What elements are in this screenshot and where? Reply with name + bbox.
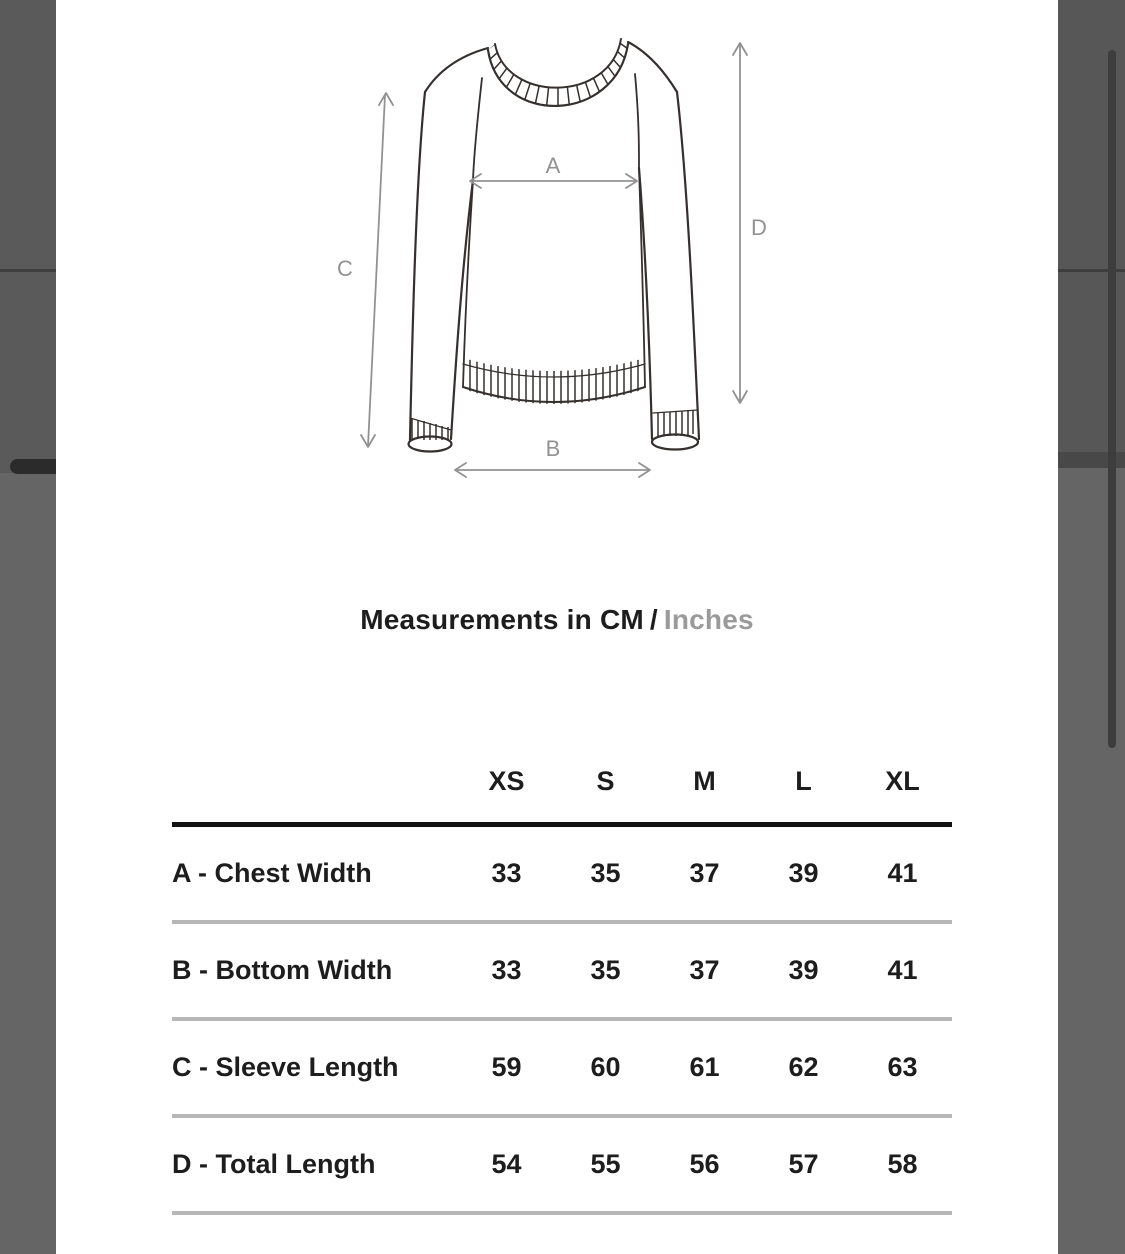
- row-label: B - Bottom Width: [172, 955, 393, 985]
- measure-arrow-c: [361, 93, 393, 447]
- size-column-header: XL: [885, 765, 920, 796]
- cell-value: 59: [491, 1052, 522, 1082]
- cell-value: 41: [887, 955, 918, 985]
- size-table: [172, 740, 952, 1215]
- cell-value: 37: [689, 858, 720, 888]
- background-dark-bar: [10, 459, 56, 474]
- unit-option-inches[interactable]: Inches: [663, 604, 754, 635]
- measurement-unit-title: [56, 604, 1058, 636]
- unit-title-prefix: Measurements in: [360, 604, 592, 635]
- table-row: [172, 1118, 952, 1215]
- size-table-header-row: [172, 740, 952, 827]
- background-overlay-right: [1058, 0, 1125, 1254]
- background-lower-section: [0, 473, 56, 1254]
- cell-value: 37: [689, 955, 720, 985]
- cell-value: 55: [590, 1149, 621, 1179]
- cell-value: 35: [590, 858, 621, 888]
- measure-label-b: B: [545, 436, 561, 461]
- cell-value: 39: [788, 955, 819, 985]
- cell-value: 56: [689, 1149, 720, 1179]
- row-label: D - Total Length: [172, 1149, 376, 1179]
- row-label: A - Chest Width: [172, 858, 372, 888]
- hem-rib-ticks: [470, 354, 638, 422]
- cell-value: 60: [590, 1052, 621, 1082]
- measure-label-c: C: [337, 256, 353, 281]
- measure-arrow-b: [455, 463, 650, 477]
- size-column-header: S: [596, 765, 615, 796]
- measure-label-a: A: [545, 153, 561, 178]
- row-label: C - Sleeve Length: [172, 1052, 399, 1082]
- table-row: [172, 924, 952, 1021]
- cell-value: 33: [491, 858, 522, 888]
- cell-value: 35: [590, 955, 621, 985]
- unit-separator: /: [649, 604, 658, 635]
- size-column-header: XS: [488, 765, 525, 796]
- cell-value: 33: [491, 955, 522, 985]
- cell-value: 54: [491, 1149, 522, 1179]
- table-row: [172, 827, 952, 924]
- table-row: [172, 1021, 952, 1118]
- sweater-diagram: [330, 28, 790, 480]
- cell-value: 41: [887, 858, 918, 888]
- background-divider-line: [0, 269, 56, 272]
- size-column-header: L: [795, 765, 812, 796]
- cell-value: 39: [788, 858, 819, 888]
- cell-value: 58: [887, 1149, 918, 1179]
- cell-value: 62: [788, 1052, 819, 1082]
- measure-label-d: D: [751, 215, 767, 240]
- size-column-header: M: [693, 765, 716, 796]
- cell-value: 61: [689, 1052, 720, 1082]
- background-overlay-left: [0, 0, 56, 1254]
- unit-option-cm[interactable]: CM: [599, 604, 644, 635]
- cell-value: 63: [887, 1052, 918, 1082]
- measure-arrow-d: [733, 43, 747, 403]
- cell-value: 57: [788, 1149, 819, 1179]
- page-scrollbar-thumb[interactable]: [1108, 50, 1116, 748]
